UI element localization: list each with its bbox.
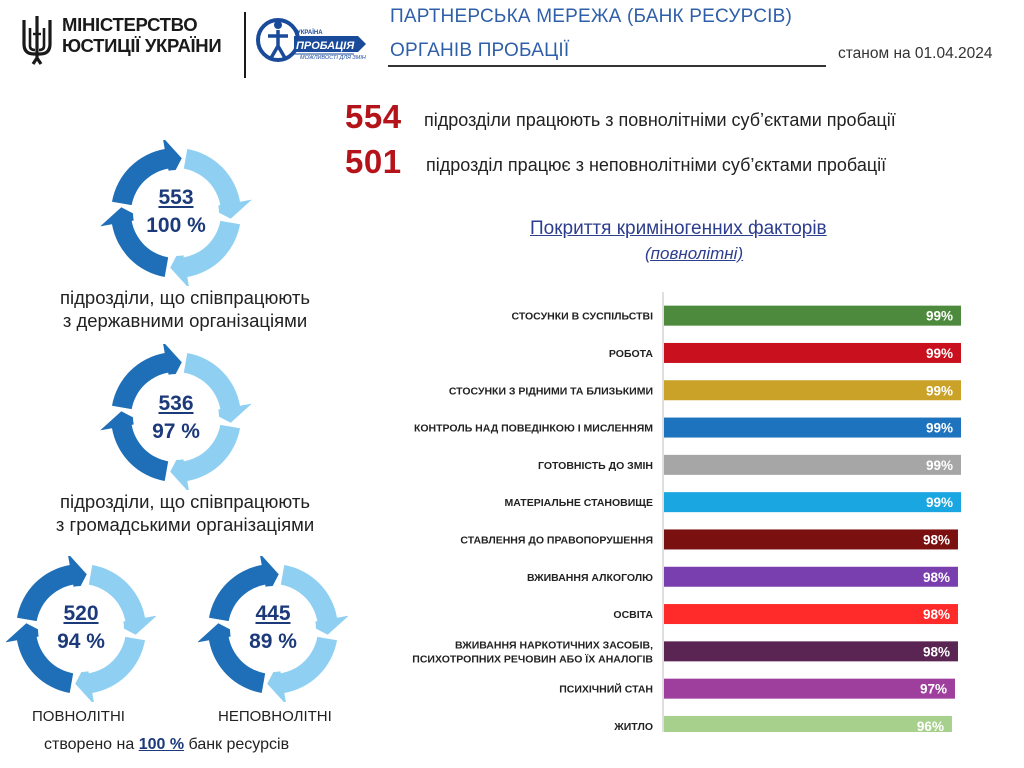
page-title-line2: ОРГАНІВ ПРОБАЦІЇ xyxy=(390,40,570,61)
chart-bar xyxy=(664,306,961,326)
ministry-line1: МІНІСТЕРСТВО xyxy=(62,14,198,35)
title-underline xyxy=(388,65,826,67)
cycle-gov-count: 553 xyxy=(158,186,194,209)
cycle-arrows-icon xyxy=(198,556,348,702)
cycle-minor-count: 445 xyxy=(255,602,291,625)
cycle-center xyxy=(230,586,316,672)
cycle-center xyxy=(133,170,219,256)
chart-bar xyxy=(664,604,958,624)
footer-highlight: 100 % xyxy=(138,736,185,753)
cycle-arrows-icon xyxy=(98,344,254,490)
cycle-ngo xyxy=(98,344,254,490)
footer-after: банк ресурсів xyxy=(184,736,290,753)
chart-value-label: 99% xyxy=(925,308,953,324)
chart-value-label: 99% xyxy=(925,345,953,361)
chart-bar xyxy=(664,716,952,732)
chart-bar xyxy=(664,455,961,475)
chart-bar xyxy=(664,343,961,363)
ministry-name xyxy=(62,14,221,56)
ministry-line2: ЮСТИЦІЇ УКРАЇНИ xyxy=(62,35,222,56)
caption-ngo-line2: з громадськими організаціями xyxy=(55,514,315,535)
logo-tagline: МОЖЛИВОСТІ ДЛЯ ЗМІН xyxy=(300,55,366,61)
footer-note xyxy=(44,736,289,754)
as-of-date: станом на 01.04.2024 xyxy=(838,45,993,62)
chart-value-label: 97% xyxy=(919,681,947,697)
chart-title: Покриття криміногенних факторів xyxy=(530,218,827,239)
cycle-minor-percent: 89 % xyxy=(249,630,297,653)
cycle-arrows-icon xyxy=(98,140,254,286)
chart-value-label: 96% xyxy=(916,718,944,732)
chart-bar xyxy=(664,679,955,699)
chart-category-label: СТОСУНКИ З РІДНИМИ ТА БЛИЗЬКИМИ xyxy=(448,385,653,398)
chart-bar xyxy=(664,567,958,587)
chart-category-label: ЖИТЛО xyxy=(614,720,653,732)
caption-gov-line1: підрозділи, що співпрацюють xyxy=(60,287,310,308)
chart-value-label: 99% xyxy=(925,495,953,511)
chart-value-label: 99% xyxy=(925,383,953,399)
chart-category-label: МАТЕРІАЛЬНЕ СТАНОВИЩЕ xyxy=(504,497,653,510)
chart-category-label: СТОСУНКИ В СУСПІЛЬСТВІ xyxy=(511,310,653,323)
logo-word: ПРОБАЦІЯ xyxy=(296,40,355,52)
chart-category-label: ОСВІТА xyxy=(613,609,653,622)
stat-minor-units-number: 501 xyxy=(345,143,402,180)
chart-category-label: СТАВЛЕННЯ ДО ПРАВОПОРУШЕННЯ xyxy=(460,534,653,547)
cycle-adult-percent: 94 % xyxy=(57,630,105,653)
chart-bar xyxy=(664,380,961,400)
chart-bar xyxy=(664,641,958,661)
caption-ngo xyxy=(30,490,340,536)
chart-bar xyxy=(664,492,961,512)
page-title-line1: ПАРТНЕРСЬКА МЕРЕЖА (БАНК РЕСУРСІВ) xyxy=(390,6,793,27)
trident-emblem-icon xyxy=(20,14,54,66)
header-divider xyxy=(244,12,246,78)
chart-category-label: ПСИХІЧНИЙ СТАН xyxy=(559,683,653,696)
cycle-minor xyxy=(198,556,348,702)
label-minor: НЕПОВНОЛІТНІ xyxy=(218,708,332,725)
stat-adult-units-text: підрозділи працюють з повнолітніми суб’єктами пробації xyxy=(424,110,896,130)
chart-category-label: ПСИХОТРОПНИХ РЕЧОВИН АБО ЇХ АНАЛОГІВ xyxy=(412,653,653,666)
chart-category-label: ВЖИВАННЯ АЛКОГОЛЮ xyxy=(526,571,653,584)
chart-bar xyxy=(664,529,958,549)
chart-subtitle: (повнолітні) xyxy=(645,244,744,263)
stat-adult-units-number: 554 xyxy=(345,98,402,135)
chart-category-label: ГОТОВНІСТЬ ДО ЗМІН xyxy=(538,459,653,472)
bar-chart xyxy=(370,292,990,732)
chart-value-label: 99% xyxy=(925,457,953,473)
stat-minor-units-text: підрозділ працює з неповнолітніми суб’єктами пробації xyxy=(426,155,887,175)
cycle-adult-count: 520 xyxy=(63,602,99,625)
chart-category-label: КОНТРОЛЬ НАД ПОВЕДІНКОЮ І МИСЛЕННЯМ xyxy=(413,422,653,435)
chart-value-label: 98% xyxy=(922,569,950,585)
footer-before: створено на xyxy=(44,736,139,753)
chart-bar xyxy=(664,418,961,438)
chart-value-label: 99% xyxy=(925,420,953,436)
cycle-center xyxy=(38,586,124,672)
caption-gov xyxy=(30,286,340,332)
caption-ngo-line1: підрозділи, що співпрацюють xyxy=(60,491,310,512)
chart-value-label: 98% xyxy=(922,607,950,623)
label-adult: ПОВНОЛІТНІ xyxy=(32,708,125,725)
chart-value-label: 98% xyxy=(922,644,950,660)
cycle-adult xyxy=(6,556,156,702)
chart-value-label: 98% xyxy=(922,532,950,548)
cycle-arrows-icon xyxy=(6,556,156,702)
logo-small-text: УКРАЇНА xyxy=(297,30,323,36)
cycle-ngo-count: 536 xyxy=(158,392,194,415)
cycle-gov xyxy=(98,140,254,286)
cycle-ngo-percent: 97 % xyxy=(152,420,200,443)
chart-category-label: ВЖИВАННЯ НАРКОТИЧНИХ ЗАСОБІВ, xyxy=(455,639,653,652)
cycle-center xyxy=(133,374,219,460)
chart-category-label: РОБОТА xyxy=(608,347,653,360)
cycle-gov-percent: 100 % xyxy=(146,214,206,237)
caption-gov-line2: з державними організаціями xyxy=(62,310,308,331)
